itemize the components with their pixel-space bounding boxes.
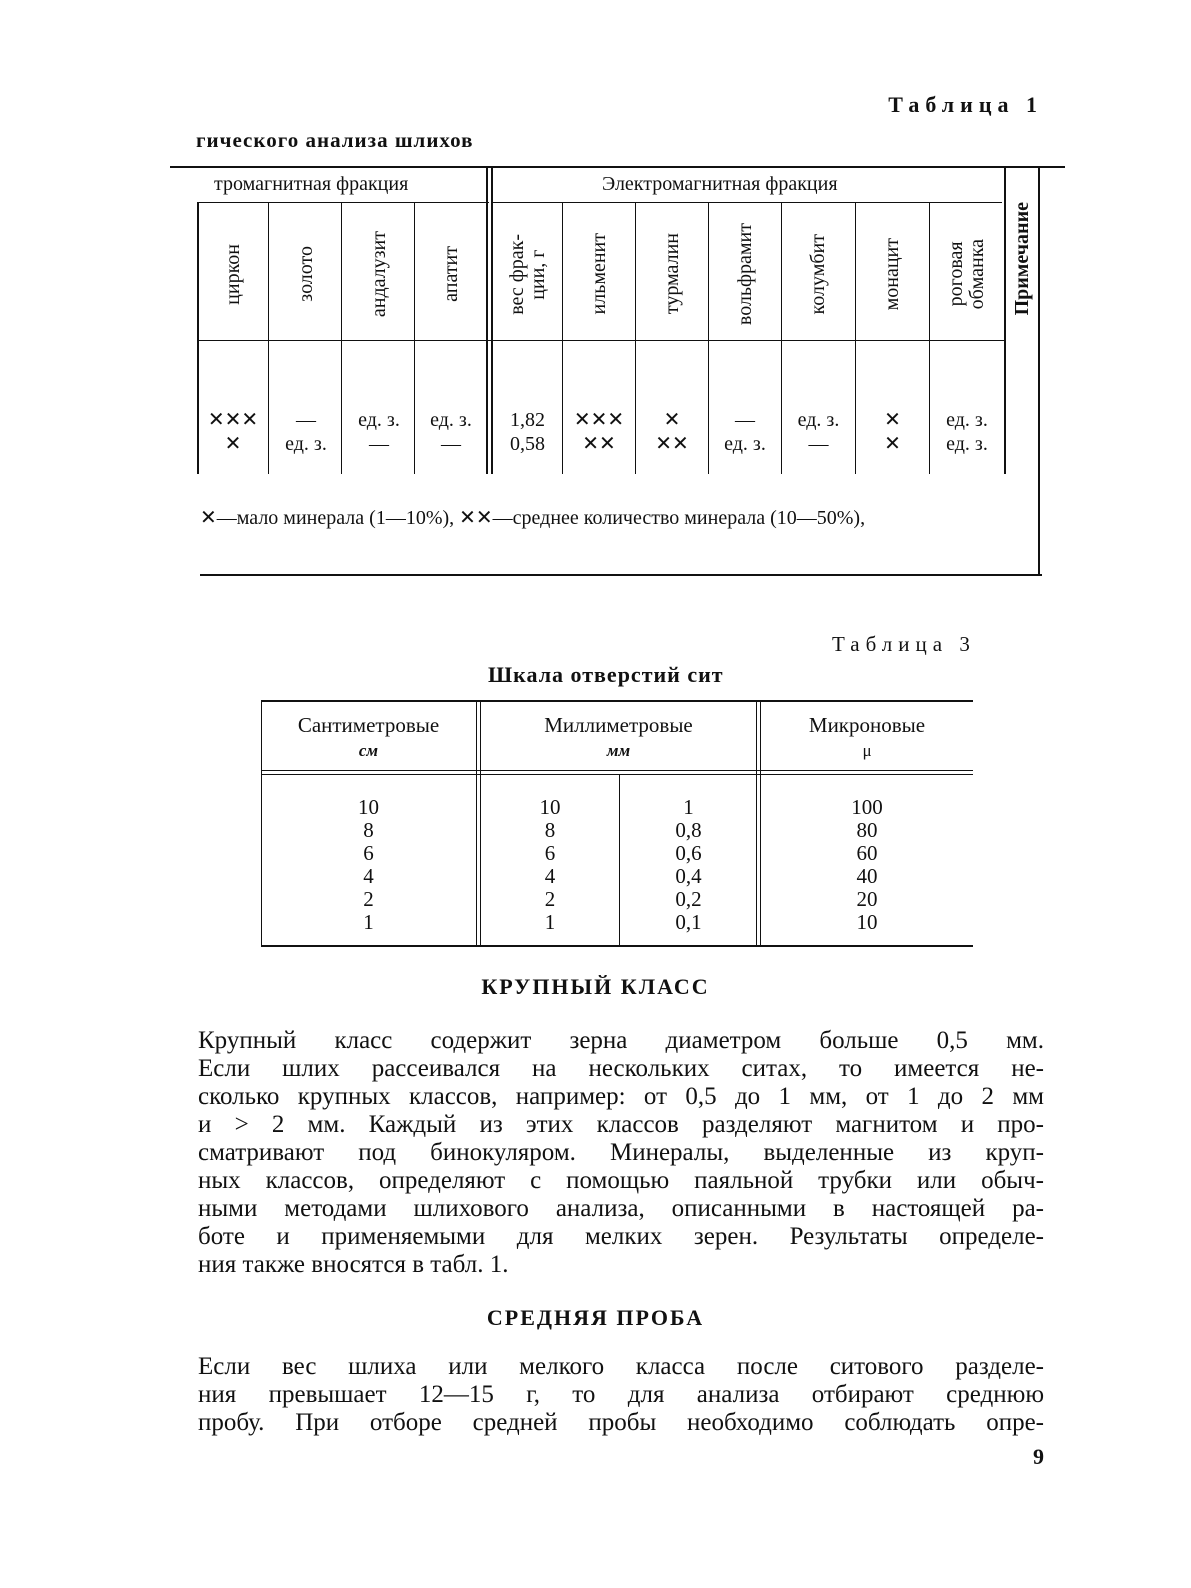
t1-col-header: апатит (439, 246, 462, 302)
text-line: пробу. При отборе средней пробы необходимо соблюдать опре- (198, 1409, 1044, 1436)
t3-vline-double (476, 700, 477, 947)
t3-rule-top (261, 700, 973, 702)
t1-col-header: роговая обманка (945, 238, 988, 310)
table3-label: Таблица 3 (832, 632, 976, 656)
t1-col-header: андалузит (367, 230, 390, 318)
page-number: 9 (1033, 1444, 1044, 1469)
text-line: сматривают под бинокуляром. Минералы, выделенные из круп- (198, 1139, 1044, 1166)
t1-vline-double (486, 168, 488, 474)
table1-label: Таблица 1 (888, 92, 1043, 117)
table3 (261, 700, 973, 950)
t1-cell: ✕✕✕ ✕ (207, 409, 259, 455)
text-line: ния превышает 12—15 г, то для анализа отбирают среднюю (198, 1381, 1044, 1408)
t1-col-header: вольфрамит (733, 222, 756, 326)
text-line: Если вес шлиха или мелкого класса после ситового разделе- (198, 1353, 1044, 1380)
t1-col-header-note: Примечание (1010, 202, 1033, 316)
t3-vline-double (756, 700, 757, 947)
t1-rule-group-left (197, 202, 489, 203)
t1-cell: — ед. з. (724, 409, 766, 455)
t1-right-border (1038, 168, 1040, 576)
section2-heading: СРЕДНЯЯ ПРОБА (486, 1305, 705, 1330)
t3-col-millimeter-a: 10 8 6 4 2 1 (539, 795, 561, 934)
t1-cell: 1,82 0,58 (510, 409, 545, 455)
text-line: и > 2 мм. Каждый из этих классов разделяют магнитом и про- (198, 1111, 1044, 1138)
t3-col-centimeter: 10 8 6 4 2 1 (358, 795, 379, 934)
section1-heading: КРУПНЫЙ КЛАСС (481, 974, 710, 999)
t3-col-millimeter-b: 1 0,8 0,6 0,4 0,2 0,1 (675, 795, 702, 934)
t1-cell: ✕✕✕ ✕✕ (573, 409, 625, 455)
text-line: ния также вносятся в табл. 1. (198, 1251, 509, 1278)
t3-col-micron: 100 80 60 40 20 10 (851, 795, 883, 934)
t3-rule-header (261, 770, 973, 771)
t1-col-header: циркон (221, 243, 244, 305)
t3-header-millimeter: Миллиметровые мм (544, 713, 693, 760)
t1-cell: ед. з. — (430, 409, 472, 455)
t1-cell: ед. з. — (358, 409, 400, 455)
t1-col-header: колумбит (807, 233, 829, 315)
t1-vline (268, 202, 269, 474)
t1-cell: ✕ ✕✕ (655, 409, 689, 455)
t1-col-header: ильменит (587, 233, 610, 315)
t1-group-non-electromagnetic: тромагнитная фракция (214, 173, 409, 195)
text-line: Крупный класс содержит зерна диаметром больше 0,5 мм. (198, 1027, 1044, 1054)
t3-vline (619, 774, 620, 947)
text-line: Если шлих рассеивался на нескольких ситах, то имеется не- (198, 1055, 1044, 1082)
t1-cell: ед. з. — (797, 409, 840, 455)
t1-rule-bottom (200, 574, 1042, 576)
t3-rule-header-double (261, 774, 973, 775)
text-line: ными методами шлихового анализа, описанными в настоящей ра- (198, 1195, 1044, 1222)
t1-col-header: монацит (881, 237, 903, 311)
t1-cell: — ед. з. (285, 409, 327, 455)
t1-rule-group-right (492, 202, 1002, 203)
t3-header-centimeter: Сантиметровые см (297, 713, 440, 760)
t1-group-electromagnetic: Электромагнитная фракция (602, 173, 838, 195)
t1-cell: ✕ ✕ (884, 409, 901, 455)
t1-col-header: золото (294, 246, 317, 302)
section1-paragraph (198, 1027, 1044, 1279)
t1-col-header: турмалин (660, 233, 683, 315)
text-line: сколько крупных классов, например: от 0,5 до 1 мм, от 1 до 2 мм (198, 1083, 1044, 1110)
section2-paragraph (198, 1353, 1044, 1437)
text-line: ных классов, определяют с помощью паяльной трубки или обыч- (198, 1167, 1044, 1194)
table3-title: Шкала отверстий сит (488, 662, 724, 687)
t3-rule-bottom (261, 945, 973, 947)
text-line: боте и применяемыми для мелких зерен. Результаты определе- (198, 1223, 1044, 1250)
t1-col-header: вес фрак- ции, г (505, 233, 549, 315)
table1-footnote: ✕—мало минерала (1—10%), ✕✕—среднее количество минерала (10—50%), (200, 507, 866, 529)
t1-cell: ед. з. ед. з. (946, 409, 988, 455)
table1-title: гического анализа шлихов (196, 128, 474, 152)
t3-header-micron: Микроновые μ (808, 713, 926, 760)
